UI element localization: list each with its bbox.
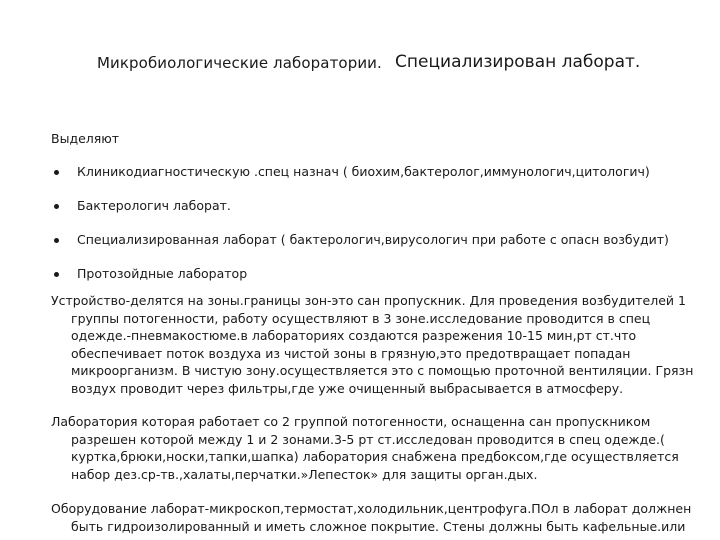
list-item — [51, 163, 691, 197]
paragraph-equipment: Оборудование лаборат-микроскоп,термостат,холодильник,центрофуга.ПОл в лаборат должнен быть гидроизолированный и иметь сложное покрытие. Стены должны быть кафельные.или — [51, 501, 692, 534]
paragraph-group2-lab: Лаборатория которая работает со 2 группой потогенности, оснащенна сан пропускником разрешен которой между 1 и 2 зонами.3-5 рт ст.исследован проводится в спец одежде.( куртка,брюки,носки,тапки,шапка) лаборатория снабжена предбоксом,где осуществляется набор дез.ср-тв.,халаты,перчатки.»Лепесток» для защиты орган.дых. — [51, 414, 679, 482]
list-item-text: Протозойдные лаборатор — [77, 266, 248, 281]
paragraph-lab-structure: Устройство-делятся на зоны.границы зон-это сан пропускник. Для проведения возбудителей 1 группы потогенности, работу осуществляют в 3 зоне.исследование проводится в спец одежде.-пневмакостюме.в лабораториях создаются разрежения 10-15 мин,рт ст.что обеспечивает поток воздуха из чистой зоны в грязную,это предотвращает попадан микроорганизм. В чистую зону.осуществляется это с помощью проточной вентиляции. Грязн воздух проводит через фильтры,где уже очищенный выбрасывается в атмосферу. — [51, 293, 694, 396]
title-specialized-lab: Специализирован лаборат. — [395, 52, 641, 72]
bullet-icon — [54, 170, 59, 175]
bullet-icon — [54, 204, 59, 209]
list-item — [51, 231, 691, 265]
lab-types-list — [51, 163, 691, 299]
bullet-icon — [54, 272, 59, 277]
list-item — [51, 197, 691, 231]
intro-label: Выделяют — [51, 131, 120, 146]
list-item-text: Специализированная лаборат ( бактерологич,вирусологич при работе с опасн возбудит) — [77, 232, 669, 247]
list-item-text: Бактерологич лаборат. — [77, 198, 231, 213]
list-item-text: Клиникодиагностическую .спец назнач ( биохим,бактеролог,иммунологич,цитологич) — [77, 164, 650, 179]
title-microbiological-labs: Микробиологические лаборатории. — [97, 54, 382, 72]
bullet-icon — [54, 238, 59, 243]
